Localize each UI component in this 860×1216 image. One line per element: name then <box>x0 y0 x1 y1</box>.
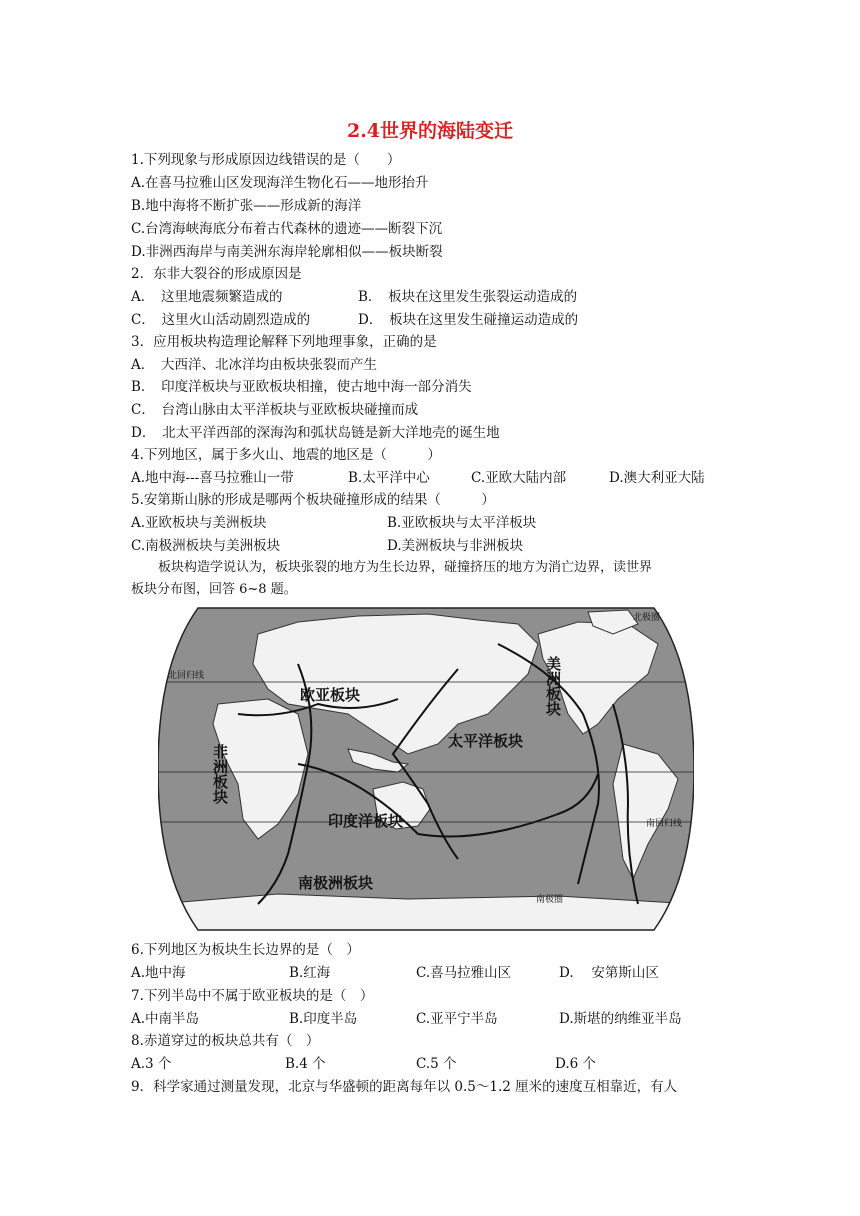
q5-option-d: D.美洲板块与非洲板块 <box>387 538 524 554</box>
q2-option-c: C． 这里火山活动剧烈造成的 <box>131 312 311 328</box>
q6-option-b: B.红海 <box>289 965 331 981</box>
q5-option-a: A.亚欧板块与美洲板块 <box>131 515 267 531</box>
q8-option-d: D.6 个 <box>555 1056 597 1072</box>
label-arctic-circle: 北极圈 <box>633 613 661 623</box>
q2-stem: 2．东非大裂谷的形成原因是 <box>131 266 302 282</box>
label-african-plate: 非洲板块 <box>211 744 229 804</box>
q5-option-b: B.亚欧板块与太平洋板块 <box>387 515 537 531</box>
q6-option-c: C.喜马拉雅山区 <box>416 965 512 981</box>
q2-option-b: B． 板块在这里发生张裂运动造成的 <box>358 289 578 305</box>
intro-line-2: 板块分布图，回答 6~8 题。 <box>131 582 297 597</box>
q8-stem: 8.赤道穿过的板块总共有（ ） <box>131 1033 320 1049</box>
q3-option-d: D． 北太平洋西部的深海沟和弧状岛链是新大洋地壳的诞生地 <box>131 425 500 441</box>
label-american-plate: 美洲板块 <box>544 656 562 716</box>
antarctica-landmass <box>158 894 694 934</box>
label-eurasian-plate: 欧亚板块 <box>300 686 361 704</box>
label-pacific-plate: 太平洋板块 <box>448 732 524 750</box>
q7-option-d: D.斯堪的纳维亚半岛 <box>559 1011 682 1027</box>
q4-option-c: C.亚欧大陆内部 <box>471 470 567 486</box>
q5-stem: 5.安第斯山脉的形成是哪两个板块碰撞形成的结果（ ） <box>131 492 495 508</box>
q4-stem: 4.下列地区，属于多火山、地震的地区是（ ） <box>131 447 441 463</box>
q6-option-d: D. 安第斯山区 <box>559 965 659 981</box>
label-antarctic-plate: 南极洲板块 <box>298 874 374 892</box>
q8-option-a: A.3 个 <box>131 1056 172 1072</box>
label-antarctic-circle: 南极圈 <box>536 895 564 905</box>
label-tropic-north: 北回归线 <box>168 671 205 681</box>
q7-stem: 7.下列半岛中不属于欧亚板块的是（ ） <box>131 988 374 1004</box>
q2-option-a: A． 这里地震频繁造成的 <box>131 289 283 305</box>
q4-option-a: A.地中海---喜马拉雅山一带 <box>131 470 294 486</box>
q3-stem: 3．应用板块构造理论解释下列地理事象，正确的是 <box>131 334 437 350</box>
q1-option-d: D.非洲西海岸与南美洲东海岸轮廓相似——板块断裂 <box>131 244 443 260</box>
q7-option-b: B.印度半岛 <box>289 1011 358 1027</box>
q6-option-a: A.地中海 <box>131 965 186 981</box>
q1-stem: 1.下列现象与形成原因边线错误的是（ ） <box>131 152 401 168</box>
q7-option-c: C.亚平宁半岛 <box>416 1011 498 1027</box>
q8-option-b: B.4 个 <box>285 1056 326 1072</box>
q4-option-d: D.澳大利亚大陆 <box>609 470 705 486</box>
q1-option-a: A.在喜马拉雅山区发现海洋生物化石——地形抬升 <box>131 175 429 191</box>
label-indian-plate: 印度洋板块 <box>328 812 404 830</box>
label-tropic-south: 南回归线 <box>646 819 683 829</box>
intro-line-1: 板块构造学说认为，板块张裂的地方为生长边界，碰撞挤压的地方为消亡边界，读世界 <box>158 560 653 575</box>
q8-option-c: C.5 个 <box>416 1056 457 1072</box>
q3-option-a: A． 大西洋、北冰洋均由板块张裂而产生 <box>131 357 377 373</box>
q2-option-d: D． 板块在这里发生碰撞运动造成的 <box>358 312 579 328</box>
world-plate-map <box>158 604 694 934</box>
q5-option-c: C.南极洲板块与美洲板块 <box>131 538 281 554</box>
q9-stem: 9．科学家通过测量发现，北京与华盛顿的距离每年以 0.5～1.2 厘米的速度互相靠近，有人 <box>131 1079 678 1095</box>
q3-option-c: C． 台湾山脉由太平洋板块与亚欧板块碰撞而成 <box>131 402 419 418</box>
page-title: 2.4世界的海陆变迁 <box>346 120 514 142</box>
q7-option-a: A.中南半岛 <box>131 1011 200 1027</box>
q1-option-c: C.台湾海峡海底分布着古代森林的遗迹——断裂下沉 <box>131 221 443 237</box>
q1-option-b: B.地中海将不断扩张——形成新的海洋 <box>131 198 362 214</box>
q4-option-b: B.太平洋中心 <box>348 470 430 486</box>
q3-option-b: B． 印度洋板块与亚欧板块相撞，使古地中海一部分消失 <box>131 379 472 395</box>
q6-stem: 6.下列地区为板块生长边界的是（ ） <box>131 942 360 958</box>
